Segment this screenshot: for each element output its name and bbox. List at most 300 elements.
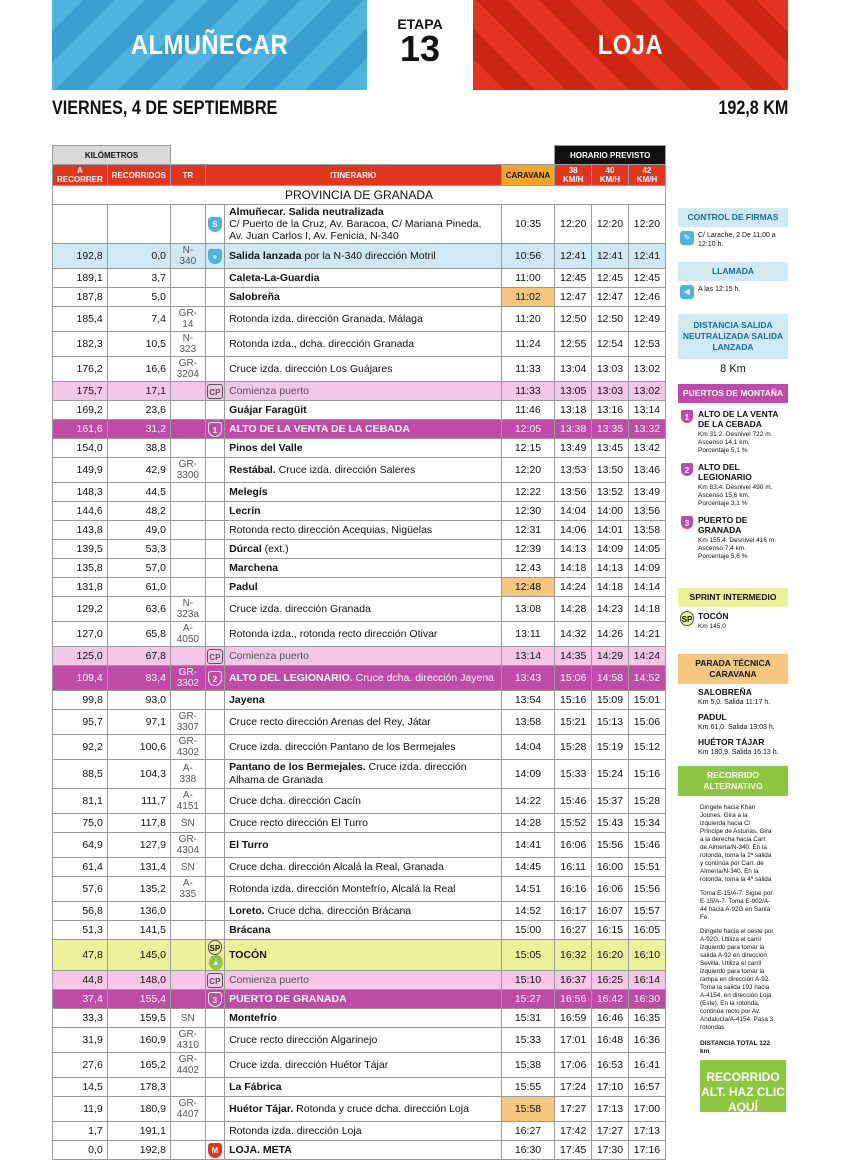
place-name: Lecrín <box>229 505 261 517</box>
row-icon-cell <box>205 288 224 307</box>
mountain-pass-icon: 2 <box>680 462 694 477</box>
itinerary-text <box>225 540 502 559</box>
itinerary-detail-2: Alhama de Granada <box>229 774 324 786</box>
row-icon-cell <box>205 814 224 833</box>
pass-porcentaje: Porcentaje 3,1 % <box>698 500 748 507</box>
road-code <box>171 288 206 307</box>
table-row <box>53 401 666 420</box>
row-icon-cell <box>205 1097 224 1122</box>
table-row <box>53 1078 666 1097</box>
caravana-time: 14:45 <box>501 858 555 877</box>
pass-porcentaje: Porcentaje 5,6 % <box>698 553 748 560</box>
caravana-time: 14:04 <box>501 735 555 760</box>
row-icon-cell <box>205 1122 224 1141</box>
pass-km: Km 31,2. Desnivel 722 m. <box>698 431 773 438</box>
time-38: 12:41 <box>555 244 592 269</box>
place-name: Caleta-La-Guardia <box>229 272 320 284</box>
km-a-recorrer: 61,4 <box>53 858 108 877</box>
table-row <box>53 439 666 458</box>
road-code: GR-4310 <box>171 1028 206 1053</box>
itinerary-detail: Cruce dcha. dirección Jayena <box>352 672 494 684</box>
time-42: 15:01 <box>628 691 665 710</box>
time-40: 16:53 <box>592 1053 629 1078</box>
time-38: 12:50 <box>555 307 592 332</box>
time-40: 15:09 <box>592 691 629 710</box>
itinerary-text <box>225 1028 502 1053</box>
control-firmas-box <box>678 208 788 253</box>
itinerary-text <box>225 858 502 877</box>
place-name: Padul <box>229 581 258 593</box>
time-38: 17:24 <box>555 1078 592 1097</box>
km-a-recorrer: 139,5 <box>53 540 108 559</box>
itinerary-detail: Cruce recto dirección Arenas del Rey, Játar <box>229 716 431 728</box>
caravana-time: 14:28 <box>501 814 555 833</box>
place-name: Loreto. <box>229 905 265 917</box>
place-name: Dúrcal <box>229 543 262 555</box>
place-name: LOJA. META <box>229 1144 292 1156</box>
km-a-recorrer: 14,5 <box>53 1078 108 1097</box>
itinerary-text <box>225 647 502 666</box>
itinerary-text <box>225 1009 502 1028</box>
time-42: 12:46 <box>628 288 665 307</box>
time-40: 16:06 <box>592 877 629 902</box>
row-icon-cell <box>205 760 224 789</box>
time-42: 16:57 <box>628 1078 665 1097</box>
km-recorridos: 136,0 <box>107 902 170 921</box>
road-code <box>171 205 206 244</box>
caravana-time: 10:35 <box>501 205 555 244</box>
road-code: GR-3204 <box>171 357 206 382</box>
km-a-recorrer: 88,5 <box>53 760 108 789</box>
row-icon-cell <box>205 1141 224 1160</box>
table-row <box>53 1141 666 1160</box>
km-a-recorrer: 64,9 <box>53 833 108 858</box>
itinerary-text <box>225 382 502 401</box>
time-38: 15:21 <box>555 710 592 735</box>
time-40: 16:48 <box>592 1028 629 1053</box>
itinerary-text <box>225 269 502 288</box>
table-row <box>53 1009 666 1028</box>
table-row <box>53 858 666 877</box>
time-40: 12:41 <box>592 244 629 269</box>
road-code: A-335 <box>171 877 206 902</box>
row-icon-cell <box>205 902 224 921</box>
time-38: 12:45 <box>555 269 592 288</box>
caravana-time: 11:46 <box>501 401 555 420</box>
time-42: 12:45 <box>628 269 665 288</box>
km-recorridos: 191,1 <box>107 1122 170 1141</box>
km-recorridos: 97,1 <box>107 710 170 735</box>
km-recorridos: 104,3 <box>107 760 170 789</box>
time-38: 17:01 <box>555 1028 592 1053</box>
time-40: 16:25 <box>592 971 629 990</box>
time-38: 14:32 <box>555 622 592 647</box>
km-recorridos: 0,0 <box>107 244 170 269</box>
table-row <box>53 1097 666 1122</box>
sprint-title: SPRINT INTERMEDIO <box>678 588 788 607</box>
km-recorridos: 63,6 <box>107 597 170 622</box>
itinerary-detail: por la N-340 dirección Motril <box>301 250 436 262</box>
time-42: 15:46 <box>628 833 665 858</box>
itinerary-detail: Comienza puerto <box>229 650 310 662</box>
alternativo-title: RECORRIDO ALTERNATIVO <box>678 766 788 796</box>
distancia-box <box>678 314 788 380</box>
itinerary-detail: Cruce izda. dirección Pantano de los Bermejales <box>229 741 456 753</box>
time-38: 12:47 <box>555 288 592 307</box>
caravana-time: 14:52 <box>501 902 555 921</box>
row-icon-cell <box>205 940 224 971</box>
row-icon-cell <box>205 971 224 990</box>
time-42: 15:34 <box>628 814 665 833</box>
place-name: La Fábrica <box>229 1081 282 1093</box>
row-icon-cell <box>205 1009 224 1028</box>
table-row <box>53 814 666 833</box>
time-38: 16:56 <box>555 990 592 1009</box>
caravana-time: 12:20 <box>501 458 555 483</box>
caravana-time: 11:33 <box>501 382 555 401</box>
row-icon-cell <box>205 307 224 332</box>
time-42: 15:57 <box>628 902 665 921</box>
road-code <box>171 647 206 666</box>
table-row <box>53 521 666 540</box>
km-a-recorrer: 131,8 <box>53 578 108 597</box>
pass-km: Km 83,4. Desnivel 490 m. <box>698 484 773 491</box>
itinerary-text <box>225 439 502 458</box>
time-38: 13:38 <box>555 420 592 439</box>
table-row <box>53 622 666 647</box>
parada-item <box>698 738 786 757</box>
time-40: 13:03 <box>592 382 629 401</box>
table-row <box>53 205 666 244</box>
row-icon-cell <box>205 990 224 1009</box>
time-42: 13:56 <box>628 502 665 521</box>
road-code: GR-3300 <box>171 458 206 483</box>
itinerary-detail: Rotonda y cruce dcha. dirección Loja <box>293 1103 469 1115</box>
itinerary-detail: Cruce izda. dirección Huétor Tájar <box>229 1059 389 1071</box>
time-42: 16:35 <box>628 1009 665 1028</box>
km-a-recorrer: 95,7 <box>53 710 108 735</box>
km-a-recorrer: 144,6 <box>53 502 108 521</box>
caravana-time: 13:58 <box>501 710 555 735</box>
road-code: N-323a <box>171 597 206 622</box>
km-recorridos <box>107 205 170 244</box>
table-row <box>53 833 666 858</box>
pass-ascenso: Ascenso 15,6 km. <box>698 492 750 499</box>
itinerary-detail-2: Av. Juan Carlos I, Av. Fenicia, N-340 <box>229 230 399 242</box>
km-recorridos: 148,0 <box>107 971 170 990</box>
time-40: 16:07 <box>592 902 629 921</box>
pass-name: PUERTO DE GRANADA <box>698 515 748 535</box>
distancia-value: 8 Km <box>720 363 746 375</box>
itinerary-detail: Rotonda izda., rotonda recto dirección Otivar <box>229 628 438 640</box>
km-recorridos: 57,0 <box>107 559 170 578</box>
time-42: 13:58 <box>628 521 665 540</box>
row-icon-cell <box>205 578 224 597</box>
parada-box <box>678 654 788 767</box>
road-code <box>171 269 206 288</box>
time-38: 15:46 <box>555 789 592 814</box>
table-row <box>53 647 666 666</box>
time-42: 17:00 <box>628 1097 665 1122</box>
time-38: 12:20 <box>555 205 592 244</box>
time-38: 15:33 <box>555 760 592 789</box>
time-38: 13:49 <box>555 439 592 458</box>
road-code <box>171 382 206 401</box>
time-40: 14:13 <box>592 559 629 578</box>
time-42: 16:05 <box>628 921 665 940</box>
time-42: 13:14 <box>628 401 665 420</box>
place-name: Salobreña <box>229 291 280 303</box>
km-recorridos: 17,1 <box>107 382 170 401</box>
road-code: N-340 <box>171 244 206 269</box>
itinerary-text <box>225 205 502 244</box>
parada-title: PARADA TÉCNICA CARAVANA <box>678 654 788 684</box>
salida-lanzada-icon: » <box>208 249 222 264</box>
km-a-recorrer: 44,8 <box>53 971 108 990</box>
itinerary-detail: Rotonda izda. dirección Granada, Málaga <box>229 313 423 325</box>
time-42: 13:02 <box>628 357 665 382</box>
horario-header: HORARIO PREVISTO <box>555 146 666 165</box>
time-42: 16:10 <box>628 940 665 971</box>
itinerary-detail: (ext.) <box>261 543 289 555</box>
time-40: 16:46 <box>592 1009 629 1028</box>
road-code: SN <box>171 1009 206 1028</box>
time-42: 17:13 <box>628 1122 665 1141</box>
road-code: GR-3302 <box>171 666 206 691</box>
mountain-pass-icon: 1 <box>680 409 694 424</box>
caravana-time: 15:27 <box>501 990 555 1009</box>
km-a-recorrer <box>53 205 108 244</box>
recorrido-alt-button-label: RECORRIDO ALT. HAZ CLIC AQUÍ <box>701 1070 785 1114</box>
time-40: 15:56 <box>592 833 629 858</box>
place-name: Guájar Faragüit <box>229 404 307 416</box>
place-name: Almuñecar. Salida neutralizada <box>229 206 384 218</box>
place-name: TOCÓN <box>229 949 267 961</box>
itinerary-text <box>225 307 502 332</box>
caravana-time: 12:05 <box>501 420 555 439</box>
time-42: 17:16 <box>628 1141 665 1160</box>
sprint-name: TOCÓN <box>698 611 729 621</box>
time-38: 14:13 <box>555 540 592 559</box>
pass-name: ALTO DEL LEGIONARIO <box>698 462 752 482</box>
km-a-recorrer: 161,6 <box>53 420 108 439</box>
km-header: KILÓMETROS <box>53 146 171 165</box>
recorrido-alt-button[interactable] <box>700 1060 786 1112</box>
caravana-time: 12:15 <box>501 439 555 458</box>
km-a-recorrer: 169,2 <box>53 401 108 420</box>
caravana-time: 11:20 <box>501 307 555 332</box>
table-row <box>53 420 666 439</box>
itinerary-detail: Cruce dcha. dirección Brácana <box>264 905 412 917</box>
time-40: 14:09 <box>592 540 629 559</box>
caravana-time: 12:48 <box>501 578 555 597</box>
caravana-time: 15:38 <box>501 1053 555 1078</box>
row-icon-cell <box>205 269 224 288</box>
itinerary-text <box>225 1097 502 1122</box>
km-a-recorrer: 57,6 <box>53 877 108 902</box>
time-42: 15:12 <box>628 735 665 760</box>
caravana-time: 15:00 <box>501 921 555 940</box>
sprint-icon: SP <box>680 611 694 626</box>
mountain-pass-item <box>680 409 786 455</box>
table-row <box>53 789 666 814</box>
road-code <box>171 420 206 439</box>
road-code: N-323 <box>171 332 206 357</box>
time-42: 12:41 <box>628 244 665 269</box>
table-row <box>53 332 666 357</box>
caravana-time: 12:30 <box>501 502 555 521</box>
caravana-time: 13:14 <box>501 647 555 666</box>
control-firmas-title: CONTROL DE FIRMAS <box>678 208 788 227</box>
time-42: 13:49 <box>628 483 665 502</box>
itinerary-text <box>225 1141 502 1160</box>
pass-km: Km 155,4. Desnivel 416 m. <box>698 537 777 544</box>
km-a-recorrer: 109,4 <box>53 666 108 691</box>
time-42: 15:28 <box>628 789 665 814</box>
km-recorridos: 159,5 <box>107 1009 170 1028</box>
km-a-recorrer: 148,3 <box>53 483 108 502</box>
road-code <box>171 483 206 502</box>
table-row <box>53 357 666 382</box>
road-code: SN <box>171 814 206 833</box>
km-a-recorrer: 81,1 <box>53 789 108 814</box>
km-a-recorrer: 192,8 <box>53 244 108 269</box>
caravana-time: 11:33 <box>501 357 555 382</box>
road-code <box>171 921 206 940</box>
itinerary-text <box>225 597 502 622</box>
pass-ascenso: Ascenso 14,1 km. <box>698 439 750 446</box>
puertos-title: PUERTOS DE MONTAÑA <box>678 384 788 403</box>
table-row <box>53 921 666 940</box>
km-a-recorrer: 125,0 <box>53 647 108 666</box>
time-40: 15:43 <box>592 814 629 833</box>
km-recorridos: 48,2 <box>107 502 170 521</box>
row-icon-cell <box>205 420 224 439</box>
caravana-time: 15:33 <box>501 1028 555 1053</box>
time-40: 14:58 <box>592 666 629 691</box>
time-42: 15:16 <box>628 760 665 789</box>
caravana-time: 13:43 <box>501 666 555 691</box>
itinerary-detail: Cruce recto dirección El Turro <box>229 817 368 829</box>
time-40: 14:18 <box>592 578 629 597</box>
km-a-recorrer: 127,0 <box>53 622 108 647</box>
km-recorridos: 3,7 <box>107 269 170 288</box>
caravana-time: 12:31 <box>501 521 555 540</box>
col-38: 38 KM/H <box>555 165 592 186</box>
col-tr: TR <box>171 165 206 186</box>
parada-item <box>698 713 786 732</box>
time-38: 16:37 <box>555 971 592 990</box>
province-label: PROVINCIA DE GRANADA <box>53 186 666 205</box>
intermediate-point-icon: ▲ <box>209 955 223 970</box>
col-a-recorrer: A RECORRER <box>53 165 108 186</box>
road-code: A-4151 <box>171 789 206 814</box>
time-38: 15:52 <box>555 814 592 833</box>
time-42: 13:02 <box>628 382 665 401</box>
time-40: 14:23 <box>592 597 629 622</box>
time-38: 17:42 <box>555 1122 592 1141</box>
row-icon-cell <box>205 205 224 244</box>
puertos-box <box>678 384 788 572</box>
place-name: Jayena <box>229 694 265 706</box>
itinerary-text <box>225 921 502 940</box>
road-code: A-338 <box>171 760 206 789</box>
place-name: Montefrío <box>229 1012 277 1024</box>
caravana-time: 11:00 <box>501 269 555 288</box>
km-recorridos: 160,9 <box>107 1028 170 1053</box>
caravana-time: 11:24 <box>501 332 555 357</box>
caravana-time: 14:51 <box>501 877 555 902</box>
itinerary-detail: Cruce izda. dirección Los Guájares <box>229 363 393 375</box>
time-38: 16:11 <box>555 858 592 877</box>
table-row <box>53 1028 666 1053</box>
itinerary-detail: C/ Puerto de la Cruz, Av. Baracoa, C/ Mariana Pineda, <box>229 218 482 230</box>
table-row <box>53 597 666 622</box>
km-a-recorrer: 187,8 <box>53 288 108 307</box>
parada-name: SALOBREÑA <box>698 687 752 697</box>
itinerary-text <box>225 622 502 647</box>
time-42: 15:56 <box>628 877 665 902</box>
itinerary-text <box>225 521 502 540</box>
itinerary-text <box>225 1122 502 1141</box>
road-code <box>171 691 206 710</box>
caravana-time: 11:02 <box>501 288 555 307</box>
alt-total: DISTANCIA TOTAL 122 km <box>700 1040 771 1055</box>
time-42: 16:30 <box>628 990 665 1009</box>
time-40: 14:29 <box>592 647 629 666</box>
time-40: 12:50 <box>592 307 629 332</box>
time-38: 13:53 <box>555 458 592 483</box>
row-icon-cell <box>205 647 224 666</box>
itinerary-detail: Comienza puerto <box>229 385 310 397</box>
table-row <box>53 710 666 735</box>
time-40: 13:16 <box>592 401 629 420</box>
time-42: 13:32 <box>628 420 665 439</box>
time-40: 13:50 <box>592 458 629 483</box>
km-a-recorrer: 56,8 <box>53 902 108 921</box>
table-row <box>53 269 666 288</box>
km-recorridos: 83,4 <box>107 666 170 691</box>
itinerary-text <box>225 1053 502 1078</box>
road-code <box>171 902 206 921</box>
time-42: 14:05 <box>628 540 665 559</box>
time-40: 12:20 <box>592 205 629 244</box>
itinerary-text <box>225 990 502 1009</box>
parada-detail: Km 61,0. Salida 13:03 h. <box>698 724 775 731</box>
road-code: GR-4304 <box>171 833 206 858</box>
km-a-recorrer: 129,2 <box>53 597 108 622</box>
table-row <box>53 288 666 307</box>
time-40: 15:13 <box>592 710 629 735</box>
caravana-time: 15:58 <box>501 1097 555 1122</box>
place-name: Huétor Tájar. <box>229 1103 294 1115</box>
km-recorridos: 135,2 <box>107 877 170 902</box>
table-row <box>53 382 666 401</box>
itinerary-text <box>225 483 502 502</box>
parada-name: PADUL <box>698 712 727 722</box>
table-row <box>53 691 666 710</box>
row-icon-cell <box>205 710 224 735</box>
time-40: 16:00 <box>592 858 629 877</box>
time-40: 17:13 <box>592 1097 629 1122</box>
table-row <box>53 502 666 521</box>
itinerary-text <box>225 244 502 269</box>
km-recorridos: 53,3 <box>107 540 170 559</box>
itinerary-text <box>225 666 502 691</box>
km-a-recorrer: 31,9 <box>53 1028 108 1053</box>
parada-name: HUÉTOR TÁJAR <box>698 737 765 747</box>
time-40: 13:35 <box>592 420 629 439</box>
